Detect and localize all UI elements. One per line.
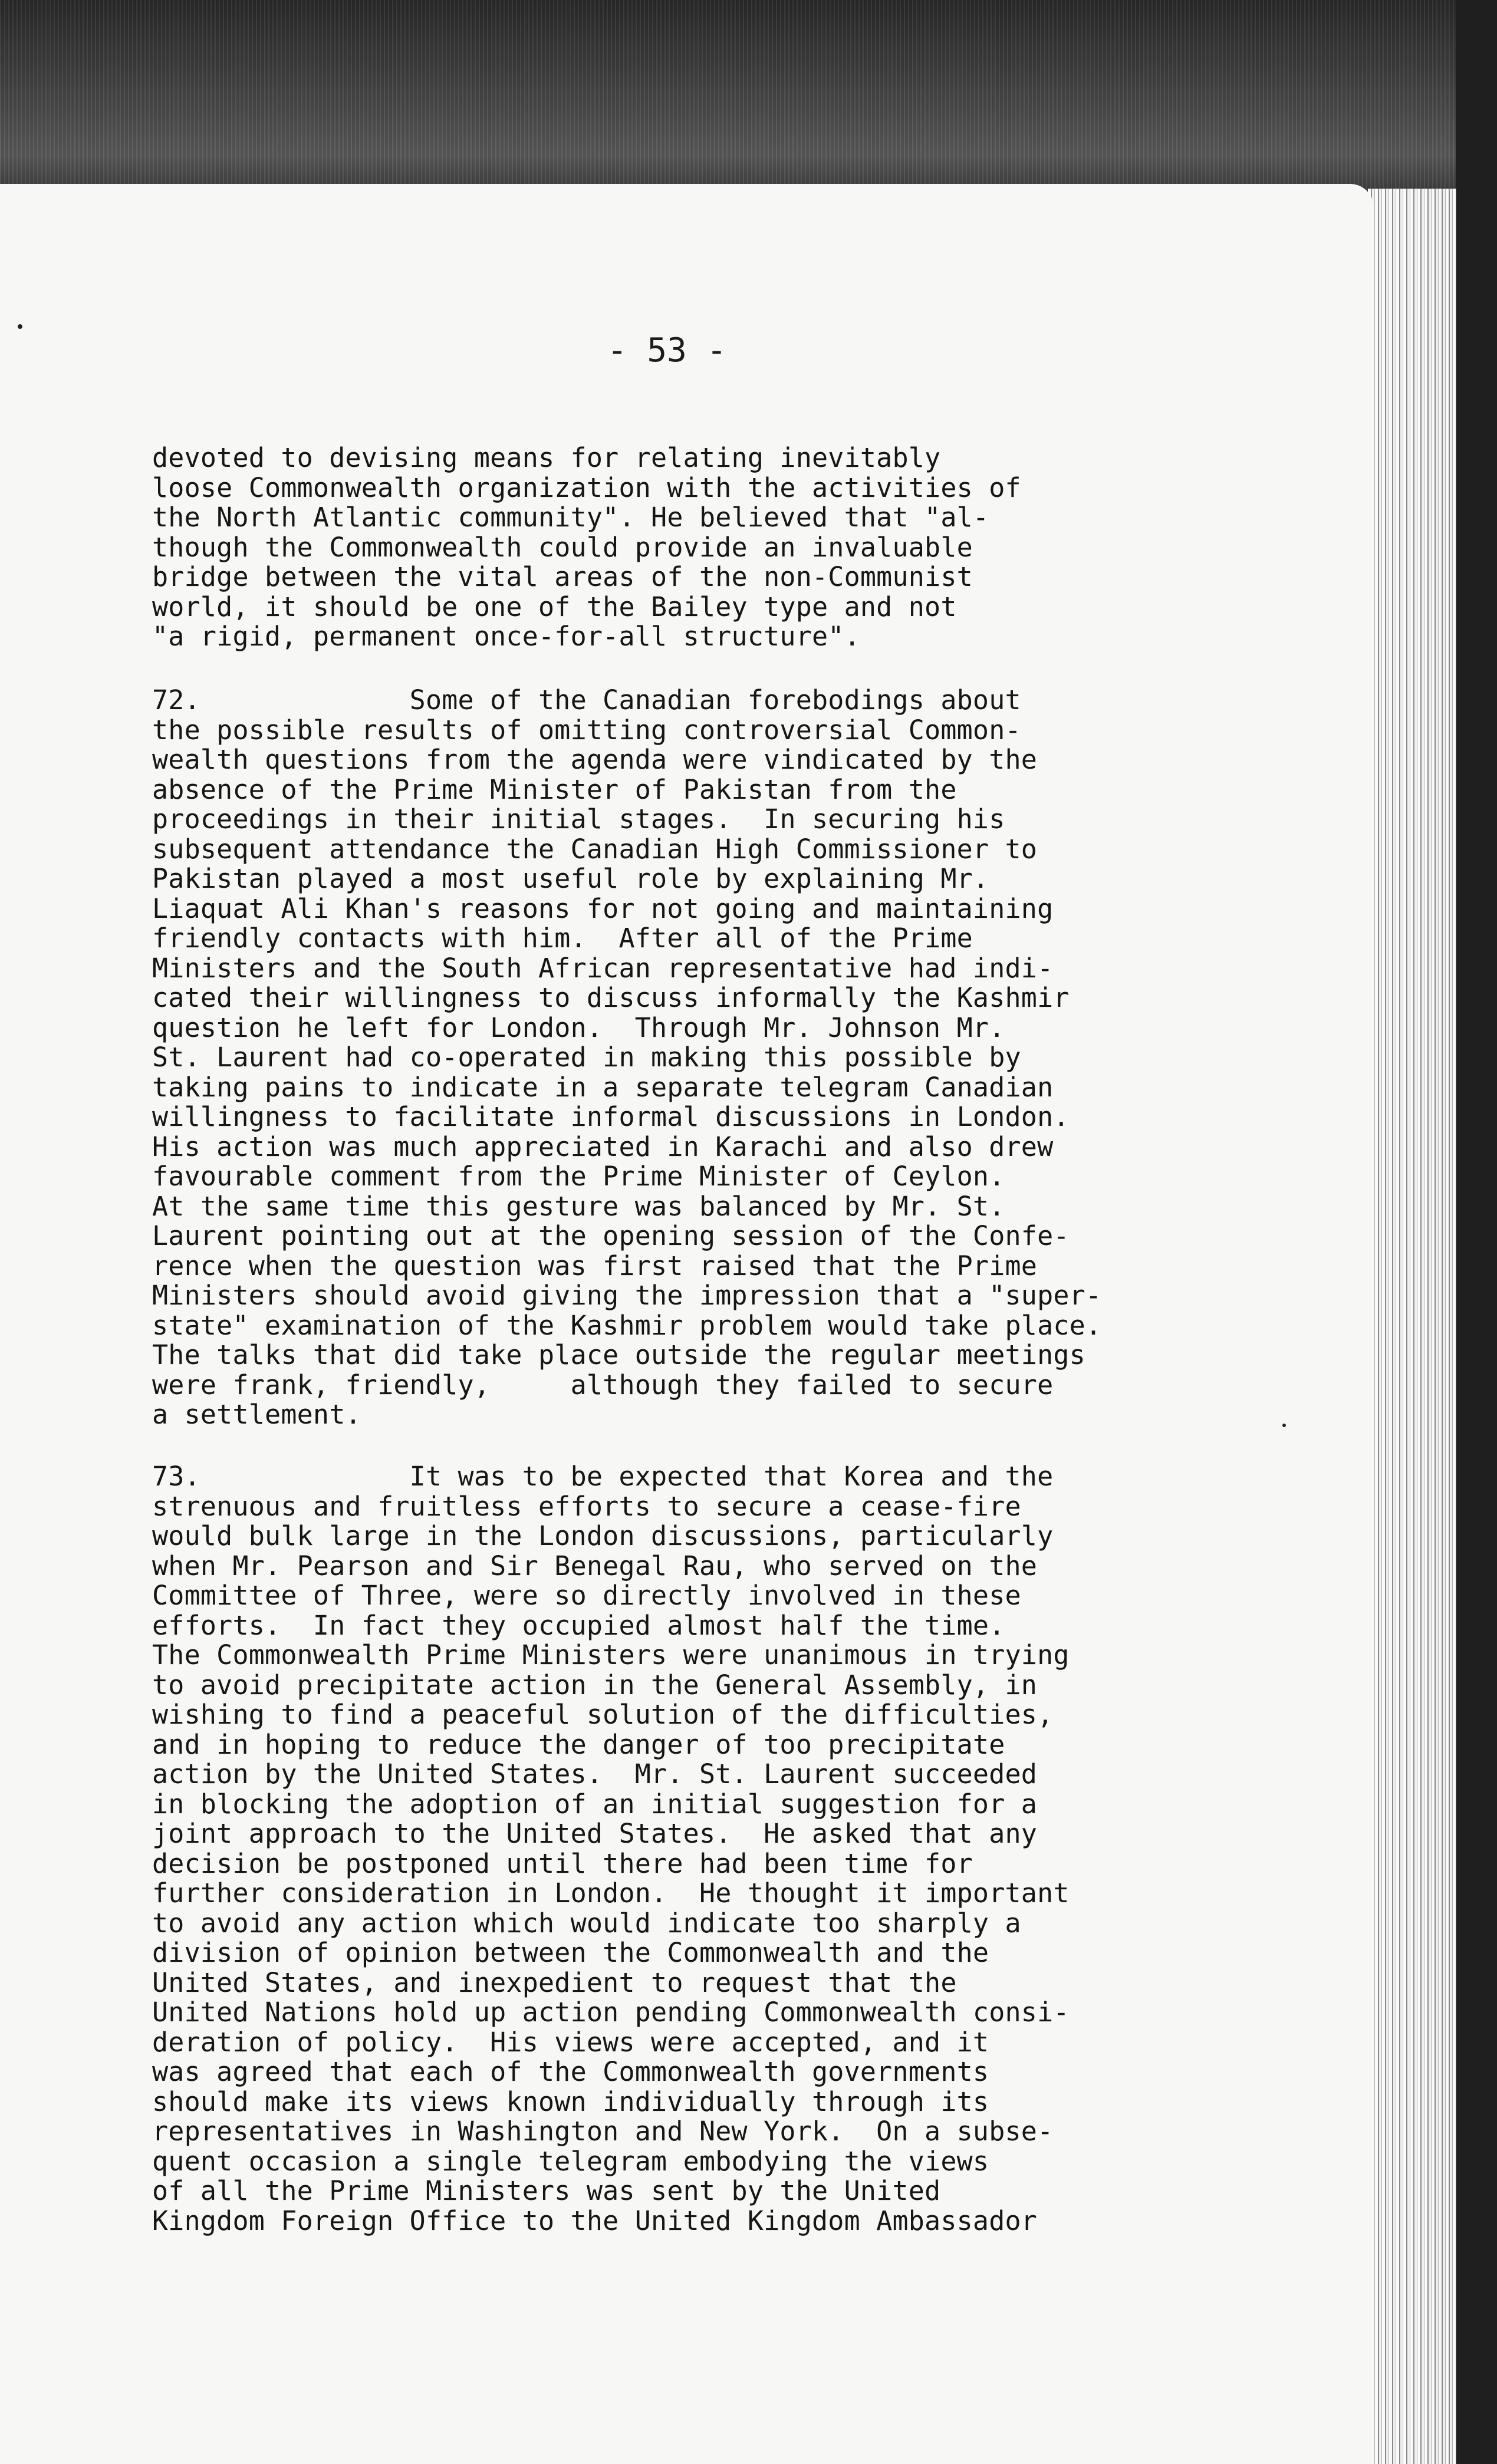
text-line: Laurent pointing out at the opening session of the Confe-: [152, 1220, 1070, 1251]
ink-speck: [1282, 1424, 1286, 1427]
text-line: wishing to find a peaceful solution of the difficulties,: [152, 1699, 1054, 1730]
text-line: United States, and inexpedient to request that the: [152, 1966, 957, 1998]
text-line: The Commonwealth Prime Ministers were unanimous in trying: [152, 1639, 1070, 1671]
text-line: world, it should be one of the Bailey type and not: [152, 591, 957, 622]
text-line: rence when the question was first raised that the Prime: [152, 1250, 1038, 1282]
text-line: At the same time this gesture was balanced by Mr. St.: [152, 1190, 1005, 1222]
text-line: United Nations hold up action pending Commonwealth consi-: [152, 1997, 1070, 2028]
text-line: His action was much appreciated in Karachi and also drew: [152, 1131, 1054, 1162]
text-line: 73. It was to be expected that Korea and the: [152, 1461, 1054, 1492]
text-line: joint approach to the United States. He asked that any: [152, 1818, 1038, 1849]
text-line: deration of policy. His views were accepted, and it: [152, 2026, 989, 2058]
text-line: strenuous and fruitless efforts to secure a cease-fire: [152, 1490, 1021, 1522]
text-line: were frank, friendly, although they failed to secure: [152, 1369, 1054, 1401]
text-line: absence of the Prime Minister of Pakistan from the: [152, 773, 957, 805]
text-line: Pakistan played a most useful role by explaining Mr.: [152, 863, 989, 894]
text-line: "a rigid, permanent once-for-all structure".: [152, 621, 860, 652]
text-line: to avoid any action which would indicate too sharply a: [152, 1907, 1021, 1939]
text-line: friendly contacts with him. After all of the Prime: [152, 923, 973, 954]
paragraph-continuation: [152, 443, 1225, 652]
paragraph-73: [152, 1462, 1225, 2236]
text-line: Committee of Three, were so directly involved in these: [152, 1580, 1021, 1611]
text-line: wealth questions from the agenda were vindicated by the: [152, 744, 1038, 775]
text-line: question he left for London. Through Mr. Johnson Mr.: [152, 1012, 1005, 1043]
text-line: favourable comment from the Prime Minister of Ceylon.: [152, 1161, 1005, 1192]
text-line: Kingdom Foreign Office to the United Kingdom Ambassador: [152, 2205, 1038, 2236]
text-line: bridge between the vital areas of the non-Communist: [152, 561, 973, 592]
text-line: in blocking the adoption of an initial suggestion for a: [152, 1788, 1038, 1820]
text-line: and in hoping to reduce the danger of too precipitate: [152, 1728, 1005, 1760]
text-line: The talks that did take place outside the regular meetings: [152, 1339, 1085, 1371]
text-line: should make its views known individually through its: [152, 2086, 989, 2117]
text-line: though the Commonwealth could provide an invaluable: [152, 531, 973, 563]
text-line: when Mr. Pearson and Sir Benegal Rau, who served on the: [152, 1550, 1038, 1582]
text-line: to avoid precipitate action in the General Assembly, in: [152, 1669, 1038, 1701]
scanner-bed-top: [0, 0, 1497, 195]
text-line: was agreed that each of the Commonwealth governments: [152, 2056, 989, 2087]
text-line: decision be postponed until there had been time for: [152, 1847, 973, 1879]
text-line: willingness to facilitate informal discussions in London.: [152, 1101, 1070, 1132]
text-line: division of opinion between the Commonwealth and the: [152, 1937, 989, 1968]
scanner-bed-right: [1456, 0, 1497, 2464]
text-line: devoted to devising means for relating inevitably: [152, 442, 941, 473]
text-line: Ministers and the South African representative had indi-: [152, 952, 1054, 984]
text-line: St. Laurent had co-operated in making this possible by: [152, 1042, 1021, 1073]
text-line: cated their willingness to discuss informally the Kashmir: [152, 982, 1070, 1013]
text-line: action by the United States. Mr. St. Laurent succeeded: [152, 1758, 1038, 1790]
text-line: subsequent attendance the Canadian High Commissioner to: [152, 833, 1038, 865]
ink-speck: [18, 324, 22, 329]
text-line: taking pains to indicate in a separate telegram Canadian: [152, 1071, 1054, 1103]
paragraph-72: [152, 686, 1225, 1430]
book-page-edges: [1368, 189, 1456, 2464]
text-line: Liaquat Ali Khan's reasons for not going and maintaining: [152, 892, 1054, 924]
text-line: state" examination of the Kashmir problem would take place.: [152, 1309, 1102, 1341]
text-line: Ministers should avoid giving the impression that a "super-: [152, 1280, 1102, 1311]
text-line: 72. Some of the Canadian forebodings about: [152, 684, 1021, 716]
page-number: - 53 -: [607, 331, 727, 370]
text-line: the possible results of omitting controversial Common-: [152, 714, 1021, 746]
text-line: further consideration in London. He thought it important: [152, 1877, 1070, 1909]
text-line: representatives in Washington and New York. On a subse-: [152, 2116, 1054, 2147]
text-line: efforts. In fact they occupied almost half the time.: [152, 1609, 1005, 1641]
text-line: a settlement.: [152, 1399, 361, 1430]
text-line: quent occasion a single telegram embodying the views: [152, 2145, 989, 2177]
text-line: of all the Prime Ministers was sent by the United: [152, 2175, 941, 2206]
text-line: loose Commonwealth organization with the activities of: [152, 472, 1021, 503]
text-line: would bulk large in the London discussions, particularly: [152, 1520, 1054, 1551]
text-line: the North Atlantic community". He believed that "al-: [152, 502, 989, 533]
text-line: proceedings in their initial stages. In securing his: [152, 803, 1005, 835]
